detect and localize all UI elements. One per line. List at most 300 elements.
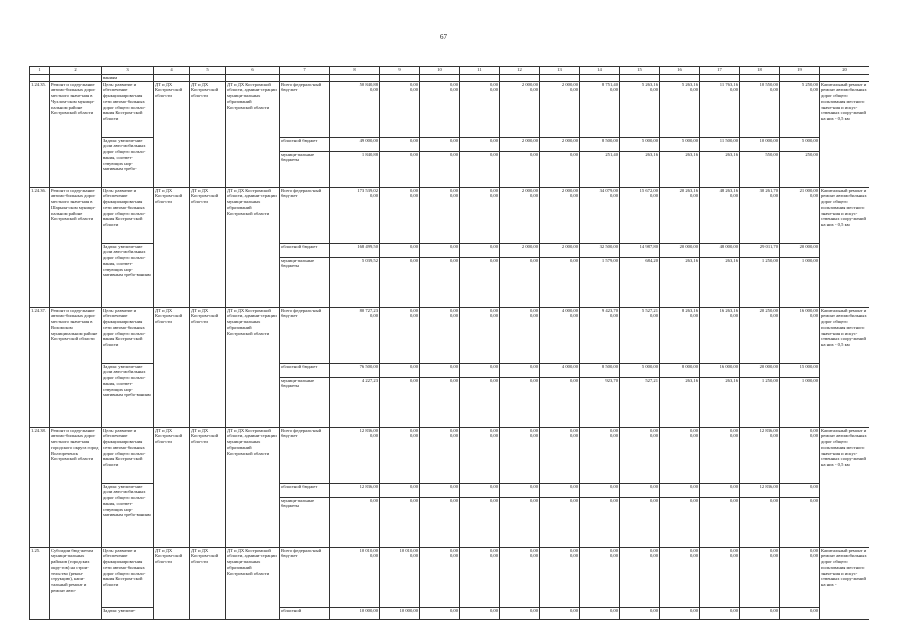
value-cell xyxy=(660,243,700,257)
value-cell xyxy=(420,497,460,547)
value-cell xyxy=(580,427,620,483)
value-total: 0,00 xyxy=(649,607,658,613)
activity-name: Субсидии бюд-жетам муници-пальных районов (городских окру-гов) на строи-тельство (рекон-струкцию), капи-тальный ремонт и ремонт авто- xyxy=(50,547,102,619)
table-row xyxy=(30,547,870,607)
value-total: 0,00 xyxy=(489,547,498,553)
value-total: 0,00 xyxy=(609,483,618,489)
row-number: 1.24.35. xyxy=(30,81,50,187)
result-cell: Капитальный ремонт и ремонт автомобильных дорог общего пользования местного значе-ния и искус-ственных соору-жений на них - 0,5 км xyxy=(820,307,870,427)
table-cell xyxy=(540,75,580,82)
value-cell xyxy=(780,497,820,547)
value-total: 8 751,40 xyxy=(601,81,618,87)
value-total: 0,00 xyxy=(449,363,458,369)
value-cell xyxy=(500,607,540,619)
value-total: 16 000,00 xyxy=(799,307,818,313)
value-federal: 0,00 xyxy=(529,433,538,439)
value-cell xyxy=(420,427,460,483)
value-cell xyxy=(660,307,700,363)
column-header: 10 xyxy=(420,67,460,75)
value-total: 263,16 xyxy=(685,377,698,383)
value-total: 0,00 xyxy=(449,137,458,143)
value-cell xyxy=(330,187,380,243)
value-federal: 0,00 xyxy=(729,87,738,93)
task-text: Задача: увеличе-ние доли авто-мобильных дорог общего пользо-вания, соответ-ствующих нор-мативным требо-ваниям xyxy=(102,243,154,307)
column-header: 15 xyxy=(620,67,660,75)
value-total: 2 000,00 xyxy=(561,137,578,143)
value-total: 0,00 xyxy=(489,137,498,143)
value-total: 4 000,00 xyxy=(561,363,578,369)
value-total: 20 000,00 xyxy=(759,363,778,369)
value-cell xyxy=(500,243,540,257)
value-total: 0,00 xyxy=(449,257,458,263)
value-total: 250,00 xyxy=(805,151,818,157)
value-cell xyxy=(540,307,580,363)
value-total: 1 250,00 xyxy=(761,377,778,383)
value-cell xyxy=(620,81,660,137)
responsible-cell: ДТ и ДХ Костром-ской обла-сти xyxy=(154,81,190,187)
value-total: 550,00 xyxy=(765,151,778,157)
value-total: 2 000,00 xyxy=(521,187,538,193)
table-cell xyxy=(740,75,780,82)
row-number: 1.24.36. xyxy=(30,187,50,307)
value-total: 684,20 xyxy=(645,257,658,263)
table-row xyxy=(30,307,870,363)
value-cell xyxy=(580,81,620,137)
value-federal: 0,00 xyxy=(649,433,658,439)
value-federal: 0,00 xyxy=(569,87,578,93)
value-total: 0,00 xyxy=(449,483,458,489)
value-cell xyxy=(500,151,540,187)
table-cell xyxy=(780,75,820,82)
value-total: 168 499,50 xyxy=(357,243,378,249)
value-cell xyxy=(780,427,820,483)
value-cell xyxy=(330,427,380,483)
value-cell xyxy=(740,81,780,137)
value-cell xyxy=(660,427,700,483)
value-federal: 0,00 xyxy=(369,433,378,439)
value-cell xyxy=(740,243,780,257)
value-cell xyxy=(330,607,380,619)
value-total: 11 763,16 xyxy=(719,81,738,87)
value-cell xyxy=(460,257,500,307)
goal-text: Цель: развитие и обеспечение функционирова-ния сети автомо-бильных дорог общего пользо-вания Костром-ской области xyxy=(102,187,154,243)
value-total: 5 527,21 xyxy=(641,307,658,313)
value-total: 20 263,16 xyxy=(679,187,698,193)
value-cell xyxy=(540,547,580,607)
value-total: 0,00 xyxy=(409,427,418,433)
value-cell xyxy=(460,187,500,243)
value-federal: 0,00 xyxy=(769,553,778,559)
value-cell xyxy=(660,377,700,427)
value-cell xyxy=(700,427,740,483)
value-total: 0,00 xyxy=(409,483,418,489)
value-total: 0,00 xyxy=(409,497,418,503)
value-cell xyxy=(330,547,380,607)
column-header: 3 xyxy=(102,67,154,75)
value-federal: 0,00 xyxy=(769,433,778,439)
executor-cell: ДТ и ДХ Костромской области, админи-страции муници-пальных образований Костромской области xyxy=(226,547,280,619)
value-cell xyxy=(660,607,700,619)
value-cell xyxy=(460,137,500,151)
value-cell xyxy=(660,363,700,377)
value-total: 0,00 xyxy=(489,151,498,157)
value-cell xyxy=(660,187,700,243)
value-federal: 0,00 xyxy=(489,87,498,93)
value-cell xyxy=(500,547,540,607)
customer-cell: ДТ и ДХ Костром-ской обла-сти xyxy=(190,187,226,307)
value-total: 2 000,00 xyxy=(521,81,538,87)
value-total: 0,00 xyxy=(489,81,498,87)
value-cell xyxy=(460,483,500,497)
task-text: Задача: увеличе-ние доли авто-мобильных дорог общего пользо-вания, соответ-ствующих нор-мативным требо-ваниям xyxy=(102,363,154,427)
value-cell xyxy=(420,547,460,607)
table-cell xyxy=(500,75,540,82)
value-cell xyxy=(780,363,820,377)
value-federal: 0,00 xyxy=(369,193,378,199)
value-cell xyxy=(540,607,580,619)
table-cell xyxy=(380,75,420,82)
value-cell xyxy=(500,307,540,363)
column-header: 17 xyxy=(700,67,740,75)
value-federal: 0,00 xyxy=(809,87,818,93)
value-cell xyxy=(740,607,780,619)
funding-source: муници-пальные бюджеты xyxy=(280,377,330,427)
value-federal: 0,00 xyxy=(449,313,458,319)
value-total: 0,00 xyxy=(449,377,458,383)
value-cell xyxy=(580,257,620,307)
value-total: 0,00 xyxy=(409,307,418,313)
value-total: 263,16 xyxy=(725,377,738,383)
column-header: 2 xyxy=(50,67,102,75)
value-federal: 0,00 xyxy=(409,87,418,93)
value-total: 0,00 xyxy=(489,497,498,503)
value-cell xyxy=(580,307,620,363)
value-total: 8 000,00 xyxy=(681,363,698,369)
column-header: 14 xyxy=(580,67,620,75)
value-total: 20 000,00 xyxy=(799,243,818,249)
value-total: 0,00 xyxy=(769,547,778,553)
value-total: 0,00 xyxy=(809,607,818,613)
table-cell xyxy=(154,75,190,82)
value-cell xyxy=(740,187,780,243)
value-total: 0,00 xyxy=(729,427,738,433)
value-cell xyxy=(620,377,660,427)
value-total: 5 000,00 xyxy=(641,137,658,143)
table-cell xyxy=(30,75,50,82)
value-federal: 0,00 xyxy=(489,313,498,319)
column-header: 5 xyxy=(190,67,226,75)
value-cell xyxy=(330,377,380,427)
value-total: 0,00 xyxy=(729,483,738,489)
value-cell xyxy=(460,151,500,187)
value-federal: 0,00 xyxy=(609,433,618,439)
value-federal: 0,00 xyxy=(729,553,738,559)
value-cell xyxy=(330,483,380,497)
value-total: 2 000,00 xyxy=(561,81,578,87)
value-federal: 0,00 xyxy=(729,193,738,199)
value-cell xyxy=(740,497,780,547)
value-total: 0,00 xyxy=(569,483,578,489)
result-cell: Капитальный ремонт и ремонт автомобильных дорог общего пользования местного значе-ния и искус-ственных соору-жений на них - 0,5 км xyxy=(820,427,870,547)
funding-source: Всего федераль-ный бюд-жет xyxy=(280,547,330,607)
table-cell xyxy=(190,75,226,82)
task-text: Задача: увеличе-ние доли авто-мобильных дорог общего пользо-вания, соответ-ствующих нор-мативным требо-ваниям xyxy=(102,483,154,547)
value-total: 0,00 xyxy=(489,363,498,369)
value-cell xyxy=(620,151,660,187)
value-federal: 0,00 xyxy=(409,553,418,559)
value-total: 12 836,00 xyxy=(359,427,378,433)
table-cell xyxy=(280,75,330,82)
carry-over-text: ваниям xyxy=(102,75,154,82)
column-header: 1 xyxy=(30,67,50,75)
value-cell xyxy=(700,137,740,151)
value-total: 12 836,00 xyxy=(759,483,778,489)
value-total: 0,00 xyxy=(769,497,778,503)
value-total: 0,00 xyxy=(449,607,458,613)
value-cell xyxy=(620,483,660,497)
column-header: 16 xyxy=(660,67,700,75)
value-cell xyxy=(420,377,460,427)
value-cell xyxy=(330,81,380,137)
value-federal: 0,00 xyxy=(689,87,698,93)
value-total: 0,00 xyxy=(689,483,698,489)
value-total: 5 263,16 xyxy=(681,81,698,87)
task-text: Задача: увеличе-ние доли авто-мобильных дорог общего пользо-вания, соответ-ствующих нор-мативным требо- xyxy=(102,137,154,187)
value-cell xyxy=(540,497,580,547)
column-header: 6 xyxy=(226,67,280,75)
value-total: 48 263,16 xyxy=(719,187,738,193)
value-total: 76 500,00 xyxy=(359,363,378,369)
value-cell xyxy=(620,363,660,377)
value-cell xyxy=(540,257,580,307)
value-cell xyxy=(380,187,420,243)
value-total: 15 000,00 xyxy=(799,363,818,369)
task-text: Задача: увеличе- xyxy=(102,607,154,619)
value-total: 0,00 xyxy=(529,497,538,503)
value-federal: 0,00 xyxy=(409,433,418,439)
responsible-cell: ДТ и ДХ Костром-ской обла-сти xyxy=(154,547,190,619)
value-total: 0,00 xyxy=(529,547,538,553)
value-cell xyxy=(660,81,700,137)
value-cell xyxy=(780,137,820,151)
column-header: 7 xyxy=(280,67,330,75)
value-total: 0,00 xyxy=(689,547,698,553)
value-federal: 0,00 xyxy=(609,87,618,93)
value-total: 5 000,00 xyxy=(681,137,698,143)
value-cell xyxy=(700,187,740,243)
value-cell xyxy=(580,547,620,607)
value-total: 32 500,00 xyxy=(599,243,618,249)
value-cell xyxy=(380,497,420,547)
value-total: 20 250,00 xyxy=(759,307,778,313)
value-total: 10 010,00 xyxy=(399,547,418,553)
value-federal: 0,00 xyxy=(609,313,618,319)
value-federal: 0,00 xyxy=(369,553,378,559)
value-cell xyxy=(700,607,740,619)
value-federal: 0,00 xyxy=(569,193,578,199)
value-federal: 0,00 xyxy=(729,313,738,319)
value-cell xyxy=(740,427,780,483)
funding-source: Всего федераль-ный бюд-жет xyxy=(280,307,330,363)
column-header: 8 xyxy=(330,67,380,75)
value-total: 48 000,00 xyxy=(719,243,738,249)
value-federal: 0,00 xyxy=(809,193,818,199)
value-total: 10 000,00 xyxy=(399,607,418,613)
value-cell xyxy=(700,81,740,137)
value-federal: 0,00 xyxy=(489,553,498,559)
value-federal: 0,00 xyxy=(489,193,498,199)
value-total: 12 836,00 xyxy=(759,427,778,433)
row-number: 1.25. xyxy=(30,547,50,619)
value-cell xyxy=(540,243,580,257)
value-total: 0,00 xyxy=(489,607,498,613)
page-number: 67 xyxy=(440,33,447,41)
value-total: 5 000,00 xyxy=(801,137,818,143)
value-cell xyxy=(780,483,820,497)
value-cell xyxy=(740,257,780,307)
value-cell xyxy=(460,377,500,427)
value-federal: 0,00 xyxy=(609,553,618,559)
value-total: 14 987,80 xyxy=(639,243,658,249)
value-total: 0,00 xyxy=(489,377,498,383)
value-total: 10 010,00 xyxy=(359,547,378,553)
column-header: 12 xyxy=(500,67,540,75)
activity-name: Ремонт и содер-жание автомо-бильных дорог местного значе-ния в Шарьин-ском муници-пальном районе Костромской области xyxy=(50,187,102,307)
value-cell xyxy=(500,257,540,307)
value-cell xyxy=(580,151,620,187)
value-total: 263,16 xyxy=(645,151,658,157)
value-cell xyxy=(700,257,740,307)
value-total: 29 011,70 xyxy=(759,243,778,249)
value-total: 0,00 xyxy=(569,377,578,383)
customer-cell: ДТ и ДХ Костром-ской обла-сти xyxy=(190,547,226,619)
value-federal: 0,00 xyxy=(449,193,458,199)
value-cell xyxy=(620,137,660,151)
row-number: 1.24.37. xyxy=(30,307,50,427)
value-total: 263,16 xyxy=(725,151,738,157)
value-total: 0,00 xyxy=(449,187,458,193)
table-cell xyxy=(700,75,740,82)
value-total: 12 836,00 xyxy=(359,483,378,489)
value-cell xyxy=(620,497,660,547)
value-cell xyxy=(660,547,700,607)
carry-over-row xyxy=(30,75,870,82)
value-total: 2 000,00 xyxy=(521,243,538,249)
value-cell xyxy=(500,497,540,547)
table-cell xyxy=(226,75,280,82)
value-total: 5 039,52 xyxy=(361,257,378,263)
column-header: 4 xyxy=(154,67,190,75)
value-total: 0,00 xyxy=(609,547,618,553)
value-total: 0,00 xyxy=(409,81,418,87)
value-total: 0,00 xyxy=(529,363,538,369)
value-cell xyxy=(780,307,820,363)
value-total: 0,00 xyxy=(569,427,578,433)
value-total: 10 550,00 xyxy=(759,81,778,87)
value-cell xyxy=(540,377,580,427)
value-total: 0,00 xyxy=(809,497,818,503)
value-cell xyxy=(700,483,740,497)
value-total: 0,00 xyxy=(529,427,538,433)
value-total: 49 000,00 xyxy=(359,137,378,143)
value-cell xyxy=(620,187,660,243)
value-total: 5 000,00 xyxy=(641,363,658,369)
value-cell xyxy=(380,151,420,187)
funding-source: муници-пальные бюджеты xyxy=(280,497,330,547)
result-cell: Капитальный ремонт и ремонт автомобильных дорог общего пользования местного значе-ния и искус-ственных соору-жений на них - xyxy=(820,547,870,619)
customer-cell: ДТ и ДХ Костром-ской обла-сти xyxy=(190,307,226,427)
value-total: 0,00 xyxy=(489,187,498,193)
value-federal: 0,00 xyxy=(809,433,818,439)
goal-text: Цель: развитие и обеспечение функционирова-ния сети автомо-бильных дорог общего пользо-вания Костром-ской области xyxy=(102,427,154,483)
value-cell xyxy=(330,243,380,257)
value-total: 8 500,00 xyxy=(601,137,618,143)
value-total: 0,00 xyxy=(689,607,698,613)
value-cell xyxy=(380,137,420,151)
value-total: 527,21 xyxy=(645,377,658,383)
value-total: 2 000,00 xyxy=(521,137,538,143)
value-total: 2 000,00 xyxy=(561,187,578,193)
value-federal: 0,00 xyxy=(689,193,698,199)
value-cell xyxy=(380,483,420,497)
budget-table xyxy=(29,66,869,620)
value-federal: 0,00 xyxy=(689,553,698,559)
value-total: 0,00 xyxy=(449,151,458,157)
value-total: 0,00 xyxy=(449,243,458,249)
funding-source: Всего федераль-ный бюд-жет xyxy=(280,187,330,243)
value-cell xyxy=(580,497,620,547)
value-total: 0,00 xyxy=(529,307,538,313)
table-cell xyxy=(580,75,620,82)
value-total: 0,00 xyxy=(449,427,458,433)
customer-cell: ДТ и ДХ Костром-ской обла-сти xyxy=(190,427,226,547)
value-cell xyxy=(740,151,780,187)
value-total: 20 000,00 xyxy=(679,243,698,249)
value-federal: 0,00 xyxy=(809,553,818,559)
result-cell: Капитальный ремонт и ремонт автомобильных дорог общего пользования местного значе-ния и искус-ственных соору-жений на них - 0,5 км xyxy=(820,187,870,307)
value-cell xyxy=(540,187,580,243)
table-row xyxy=(30,427,870,483)
value-total: 1 250,00 xyxy=(761,257,778,263)
column-header: 18 xyxy=(740,67,780,75)
value-cell xyxy=(580,363,620,377)
value-total: 0,00 xyxy=(489,483,498,489)
value-cell xyxy=(420,307,460,363)
value-total: 0,00 xyxy=(649,547,658,553)
value-total: 4 000,00 xyxy=(561,307,578,313)
value-total: 15 672,00 xyxy=(639,187,658,193)
value-total: 0,00 xyxy=(569,547,578,553)
value-cell xyxy=(740,137,780,151)
value-cell xyxy=(420,81,460,137)
value-cell xyxy=(540,151,580,187)
value-cell xyxy=(620,257,660,307)
value-total: 251,40 xyxy=(605,151,618,157)
table-cell xyxy=(420,75,460,82)
value-cell xyxy=(380,363,420,377)
value-total: 0,00 xyxy=(409,257,418,263)
value-federal: 0,00 xyxy=(649,87,658,93)
funding-source: областной xyxy=(280,607,330,619)
responsible-cell: ДТ и ДХ Костром-ской обла-сти xyxy=(154,187,190,307)
value-cell xyxy=(460,363,500,377)
executor-cell: ДТ и ДХ Костромской области, админи-страции муници-пальных образований Костромской области xyxy=(226,427,280,547)
value-total: 923,70 xyxy=(605,377,618,383)
value-federal: 0,00 xyxy=(489,433,498,439)
value-total: 0,00 xyxy=(409,137,418,143)
value-total: 0,00 xyxy=(529,483,538,489)
value-cell xyxy=(580,137,620,151)
